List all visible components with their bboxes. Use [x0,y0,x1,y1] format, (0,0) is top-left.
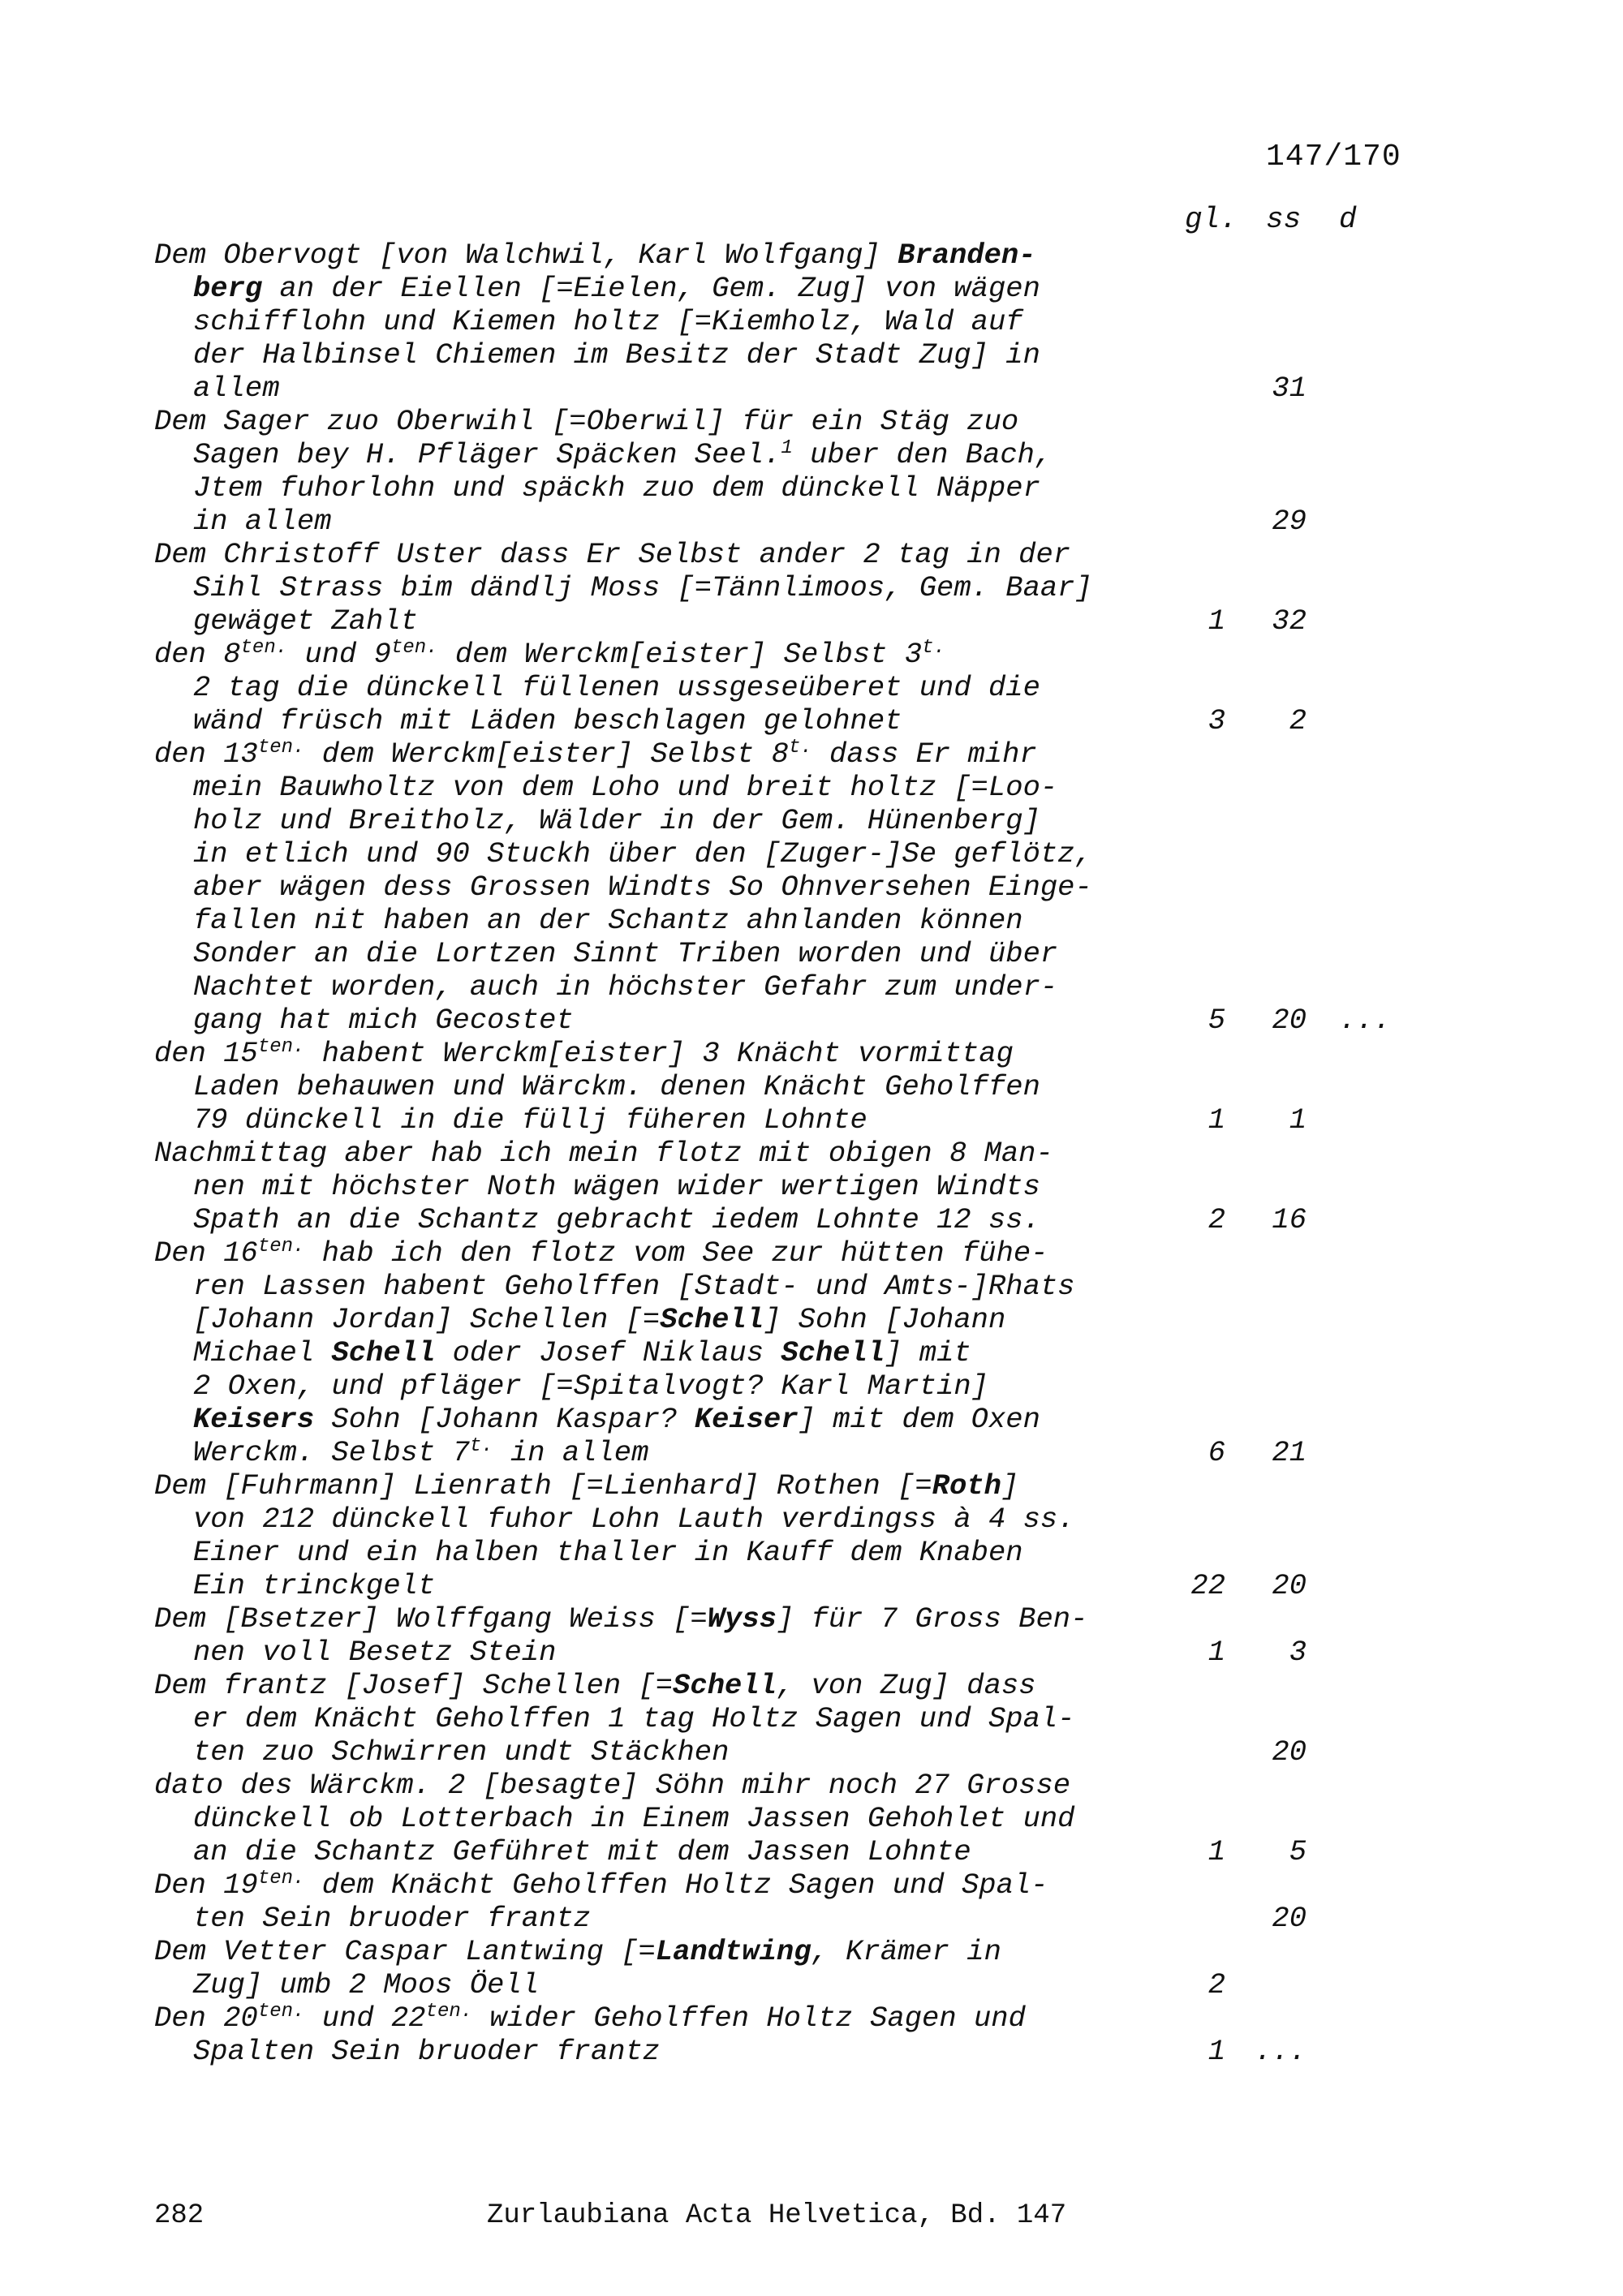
entry-text: Dem Christoff Uster dass Er Selbst ander 2 tag in der [154,538,1071,571]
entry-line [154,1503,1420,1536]
entry-text: den 8 [154,638,241,671]
entry-line [154,638,1420,671]
amount-gl: 1 [1208,1636,1225,1669]
entry-line [154,771,1420,804]
entry-line [154,1636,1420,1669]
entry-text: Dem [Bsetzer] Wolffgang Weiss [= [154,1602,708,1636]
entry-text: aber wägen dess Grossen Windts So Ohnversehen Einge- [193,871,1092,904]
amount-gl: 1 [1208,604,1225,638]
ledger-entry [154,1868,1420,1935]
entry-text: ] Sohn [Johann [764,1303,1006,1336]
entry-text: uber den Bach, [792,438,1053,471]
entry-text: schifflohn und Kiemen holtz [=Kiemholz, Wald auf [193,305,1023,338]
entry-text: an der Eiellen [=Eielen, Gem. Zug] von wägen [262,272,1040,305]
column-ss-header: ss [1266,203,1302,236]
entry-line [154,804,1420,837]
ledger-entry [154,239,1420,405]
entry-text: Nachtet worden, auch in höchster Gefahr zum under- [193,970,1058,1004]
entry-text: dass Er mihr [812,737,1037,771]
entry-text: den 13 [154,737,258,771]
entry-bold-name: Keisers [193,1403,315,1436]
entry-bold-name: Wyss [707,1602,777,1636]
amount-gl: 2 [1208,1968,1225,2001]
entry-text: gang hat mich Gecostet [193,1004,574,1037]
entry-line [154,1236,1420,1270]
amount-ss: 29 [1272,505,1307,538]
entry-line [154,1968,1420,2001]
entry-superscript: t. [922,637,945,659]
amount-ss: 20 [1272,1735,1307,1769]
entry-text: und 22 [304,2001,426,2035]
entry-text: Den 19 [154,1868,258,1902]
entry-line [154,704,1420,737]
footer-title: Zurlaubiana Acta Helvetica, Bd. 147 [487,2200,1067,2231]
entry-line [154,471,1420,505]
entry-line [154,1336,1420,1369]
ledger-entry [154,1935,1420,2001]
entry-line [154,737,1420,771]
entry-text: habent Werckm[eister] 3 Knächt vormittag [304,1037,1014,1070]
amount-ss: 32 [1272,604,1307,638]
entry-text: von 212 dünckell fuhor Lohn Lauth verdingss à 4 ss. [193,1503,1075,1536]
page-number: 147/170 [1266,140,1401,174]
entry-bold-name: Schell [673,1669,777,1702]
entry-text: , Krämer in [811,1935,1001,1968]
entry-superscript: ten. [257,1236,305,1258]
entry-bold-name: Roth [932,1469,1001,1503]
column-d-header: d [1339,203,1357,236]
entry-line [154,671,1420,704]
entry-line [154,1103,1420,1137]
entry-text: an die Schantz Geführet mit dem Jassen Lohnte [193,1835,971,1868]
entry-superscript: ten. [257,1868,305,1890]
entry-text: oder Josef Niklaus [435,1336,781,1369]
amount-ss: 31 [1272,372,1307,405]
ledger-column-header [154,203,1420,239]
ledger-entry [154,737,1420,1037]
entry-line [154,438,1420,471]
entry-line [154,338,1420,372]
ledger-entry [154,1137,1420,1236]
entry-text: den 15 [154,1037,258,1070]
ledger-entry [154,1469,1420,1602]
amount-ss: 16 [1272,1203,1307,1236]
entry-text: Dem [Fuhrmann] Lienrath [=Lienhard] Rothen [= [154,1469,932,1503]
entry-text: Ein trinckgelt [193,1569,436,1602]
entry-bold-name: Keiser [694,1403,799,1436]
ledger [154,203,1420,2068]
entry-text: ten Sein bruoder frantz [193,1902,591,1935]
entry-superscript: ten. [425,2001,473,2023]
entry-line [154,1602,1420,1636]
amount-ss: ... [1255,2035,1307,2068]
entry-text: Dem Sager zuo Oberwihl [=Oberwil] für ein Stäg zuo [154,405,1019,438]
ledger-entry [154,405,1420,538]
entry-text: Spalten Sein bruoder frantz [193,2035,661,2068]
entry-line [154,1170,1420,1203]
ledger-entry [154,1236,1420,1469]
ledger-entries [154,239,1420,2068]
entry-line [154,1203,1420,1236]
amount-gl: 5 [1208,1004,1225,1037]
amount-ss: 20 [1272,1004,1307,1037]
entry-superscript: 1 [781,437,793,459]
entry-line [154,1536,1420,1569]
ledger-entry [154,1037,1420,1137]
entry-line [154,1070,1420,1103]
entry-text: wänd früsch mit Läden beschlagen gelohnet [193,704,902,737]
entry-line [154,1769,1420,1802]
amount-ss: 21 [1272,1436,1307,1469]
entry-bold-name: Schell [331,1336,436,1369]
amount-d: ... [1339,1004,1391,1037]
entry-text: ] mit dem Oxen [798,1403,1040,1436]
entry-superscript: ten. [390,637,438,659]
entry-text: ten zuo Schwirren undt Stäckhen [193,1735,730,1769]
entry-text: wider Geholffen Holtz Sagen und [472,2001,1026,2035]
entry-line [154,1935,1420,1968]
entry-text: er dem Knächt Geholffen 1 tag Holtz Sagen und Spal- [193,1702,1075,1735]
entry-bold-name: Schell [781,1336,885,1369]
entry-line [154,1469,1420,1503]
entry-line [154,1436,1420,1469]
entry-line [154,372,1420,405]
amount-gl: 2 [1208,1203,1225,1236]
entry-text: 2 Oxen, und pfläger [=Spitalvogt? Karl Martin] [193,1369,988,1403]
entry-line [154,937,1420,970]
entry-text: in allem [493,1436,649,1469]
amount-gl: 1 [1208,1103,1225,1137]
entry-text: ren Lassen habent Geholffen [Stadt- und Amts-]Rhats [193,1270,1075,1303]
footer-folio: 282 [154,2200,204,2231]
entry-line [154,239,1420,272]
entry-line [154,2001,1420,2035]
entry-text: Laden behauwen und Wärckm. denen Knächt Geholffen [193,1070,1040,1103]
entry-text: [Johann Jordan] Schellen [= [193,1303,661,1336]
entry-text: Dem Obervogt [von Walchwil, Karl Wolfgang] [154,239,898,272]
amount-gl: 3 [1208,704,1225,737]
amount-gl: 6 [1208,1436,1225,1469]
amount-ss: 5 [1289,1835,1307,1868]
amount-ss: 1 [1289,1103,1307,1137]
entry-text: , von Zug] dass [776,1669,1036,1702]
entry-bold-name: berg [193,272,263,305]
entry-superscript: t. [788,737,812,759]
entry-text: holz und Breitholz, Wälder in der Gem. Hünenberg] [193,804,1040,837]
entry-line [154,1303,1420,1336]
entry-text: 79 dünckell in die füllj füheren Lohnte [193,1103,867,1137]
entry-text: Werckm. Selbst 7 [193,1436,470,1469]
entry-line [154,1004,1420,1037]
entry-text: Dem Vetter Caspar Lantwing [= [154,1935,656,1968]
entry-text: in etlich und 90 Stuckh über den [Zuger-]Se geflötz, [193,837,1092,871]
entry-text: Den 20 [154,2001,258,2035]
entry-text: gewäget Zahlt [193,604,418,638]
amount-ss: 2 [1289,704,1307,737]
entry-text: mein Bauwholtz von dem Loho und breit holtz [=Loo- [193,771,1058,804]
entry-text: nen voll Besetz Stein [193,1636,557,1669]
entry-line [154,1270,1420,1303]
ledger-entry [154,638,1420,737]
entry-text: ] für 7 Gross Ben- [776,1602,1088,1636]
entry-text: Den 16 [154,1236,258,1270]
entry-line [154,305,1420,338]
entry-line [154,538,1420,571]
entry-text: dem Knächt Geholffen Holtz Sagen und Spal- [304,1868,1048,1902]
entry-text: Einer und ein halben thaller in Kauff dem Knaben [193,1536,1023,1569]
column-gl-header: gl. [1185,203,1238,236]
entry-text: und 9 [287,638,391,671]
ledger-entry [154,1602,1420,1669]
entry-superscript: ten. [240,637,288,659]
entry-superscript: ten. [257,1036,305,1058]
entry-line [154,970,1420,1004]
ledger-entry [154,1669,1420,1769]
entry-text: ] [1001,1469,1019,1503]
entry-line [154,505,1420,538]
entry-text: Zug] umb 2 Moos Öell [193,1968,540,2001]
entry-text: Sohn [Johann Kaspar? [314,1403,695,1436]
entry-line [154,1835,1420,1868]
entry-line [154,1735,1420,1769]
entry-text: Jtem fuhorlohn und späckh zuo dem dünckell Näpper [193,471,1040,505]
entry-line [154,2035,1420,2068]
entry-bold-name: Schell [660,1303,764,1336]
entry-line [154,1802,1420,1835]
entry-text: dünckell ob Lotterbach in Einem Jassen Gehohlet und [193,1802,1075,1835]
entry-line [154,871,1420,904]
entry-text: allem [193,372,280,405]
entry-line [154,405,1420,438]
amount-ss: 20 [1272,1569,1307,1602]
amount-gl: 1 [1208,2035,1225,2068]
amount-gl: 22 [1190,1569,1225,1602]
entry-text: ] mit [885,1336,971,1369]
entry-text: fallen nit haben an der Schantz ahnlanden können [193,904,1023,937]
entry-text: hab ich den flotz vom See zur hütten fühe- [304,1236,1048,1270]
entry-text: dem Werckm[eister] Selbst 8 [304,737,789,771]
entry-line [154,1669,1420,1702]
entry-text: Dem frantz [Josef] Schellen [= [154,1669,674,1702]
entry-line [154,604,1420,638]
entry-text: Sagen bey H. Pfläger Späcken Seel. [193,438,781,471]
entry-text: dem Werckm[eister] Selbst 3 [437,638,923,671]
entry-superscript: ten. [257,737,305,759]
entry-line [154,1569,1420,1602]
entry-line [154,272,1420,305]
entry-line [154,1137,1420,1170]
entry-line [154,571,1420,604]
entry-bold-name: Branden- [898,239,1036,272]
entry-line [154,1037,1420,1070]
entry-text: Spath an die Schantz gebracht iedem Lohnte 12 ss. [193,1203,1040,1236]
entry-text: nen mit höchster Noth wägen wider wertigen Windts [193,1170,1040,1203]
entry-text: Sonder an die Lortzen Sinnt Triben worden und über [193,937,1058,970]
entry-line [154,1403,1420,1436]
entry-text: der Halbinsel Chiemen im Besitz der Stadt Zug] in [193,338,1040,372]
amount-ss: 20 [1272,1902,1307,1935]
entry-line [154,837,1420,871]
entry-superscript: ten. [257,2001,305,2023]
entry-superscript: t. [469,1435,493,1457]
entry-bold-name: Landtwing [655,1935,812,1968]
amount-ss: 3 [1289,1636,1307,1669]
entry-text: Sihl Strass bim dändlj Moss [=Tännlimoos, Gem. Baar] [193,571,1092,604]
ledger-entry [154,1769,1420,1868]
entry-text: 2 tag die dünckell füllenen ussgeseüberet und die [193,671,1040,704]
entry-text: Michael [193,1336,332,1369]
entry-line [154,1868,1420,1902]
ledger-entry [154,2001,1420,2068]
entry-line [154,1702,1420,1735]
entry-text: Nachmittag aber hab ich mein flotz mit obigen 8 Man- [154,1137,1053,1170]
entry-text: dato des Wärckm. 2 [besagte] Söhn mihr noch 27 Grosse [154,1769,1071,1802]
amount-gl: 1 [1208,1835,1225,1868]
entry-line [154,1369,1420,1403]
entry-line [154,904,1420,937]
ledger-entry [154,538,1420,638]
entry-text: in allem [193,505,332,538]
entry-line [154,1902,1420,1935]
